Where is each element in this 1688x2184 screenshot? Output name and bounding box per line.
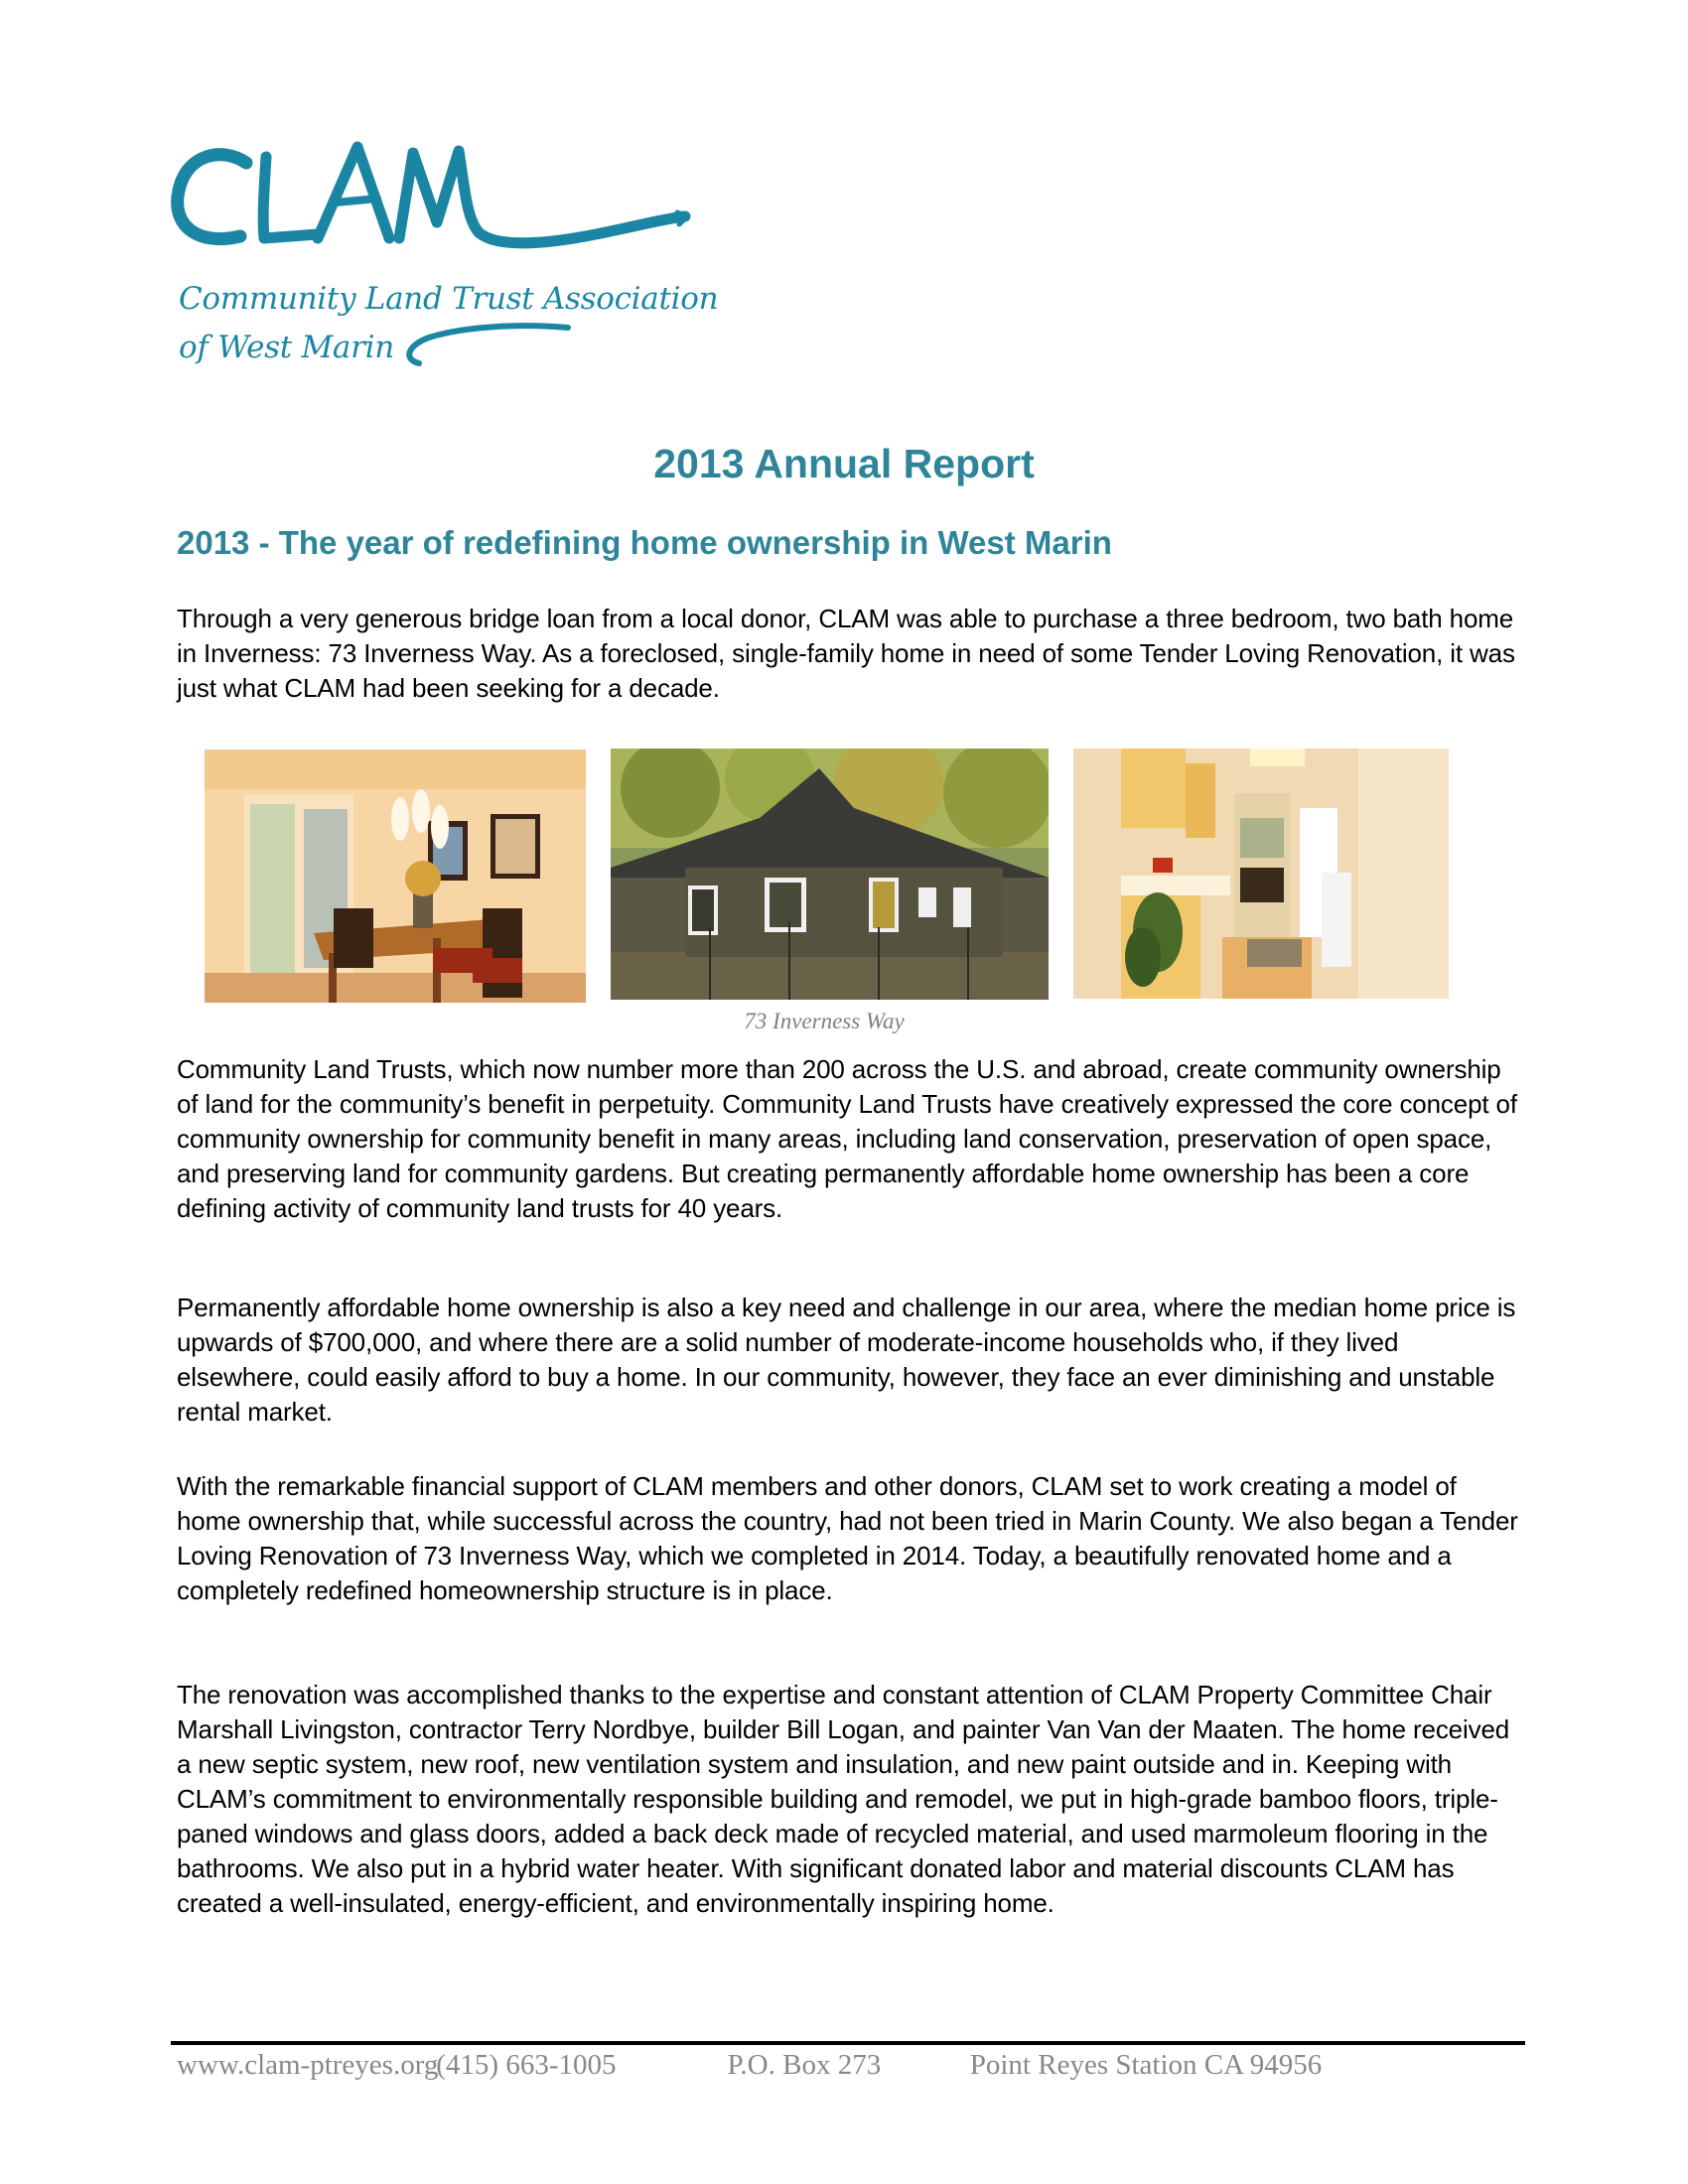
- section-heading: 2013 - The year of redefining home ownership in West Marin: [177, 524, 1112, 561]
- logo-subtitle-line1: Community Land Trust Association: [179, 281, 719, 317]
- clam-logo: [169, 139, 719, 387]
- footer-website-link[interactable]: www.clam-ptreyes.org: [177, 2049, 439, 2081]
- affordability-paragraph: Permanently affordable home ownership is also a key need and challenge in our area, where the median home price is upwards of $700,000, and where there are a solid number of moderate-income households who, if they lived elsewhere, could easily afford to buy a home. In our community, however, they face an ever diminishing and unstable rental market.: [177, 1293, 1516, 1427]
- clt-background-paragraph: Community Land Trusts, which now number more than 200 across the U.S. and abroad, create community ownership of land for the community’s benefit in perpetuity. Community Land Trusts have creatively expressed the core concept of community ownership for community benefit in many areas, including land conservation, preservation of open space, and preserving land for community gardens. But creating permanently affordable home ownership has been a core defining activity of community land trusts for 40 years.: [177, 1054, 1517, 1223]
- footer-divider: [171, 2041, 1525, 2045]
- model-paragraph: With the remarkable financial support of CLAM members and other donors, CLAM set to work creating a model of home ownership that, while successful across the country, had not been tried in Marin County. We also began a Tender Loving Renovation of 73 Inverness Way, which we completed in 2014. Today, a beautifully renovated home and a completely redefined homeownership structure is in place.: [177, 1471, 1518, 1605]
- house-exterior-image-icon: [611, 749, 1049, 1000]
- house-exterior-photo: [611, 749, 1049, 1000]
- photo-caption: 73 Inverness Way: [744, 1009, 905, 1033]
- footer-po-box: P.O. Box 273: [727, 2049, 882, 2081]
- dining-room-image-icon: [205, 750, 586, 1003]
- renovation-paragraph: The renovation was accomplished thanks to the expertise and constant attention of CLAM Property Committee Chair Marshall Livingston, contractor Terry Nordbye, builder Bill Logan, and painter Van Van der Maaten. The home received a new septic system, new roof, new ventilation system and insulation, and new paint outside and in. Keeping with CLAM’s commitment to environmentally responsible building and remodel, we put in high-grade bamboo floors, triple-paned windows and glass doors, added a back deck made of recycled material, and used marmoleum flooring in the bathrooms. We also put in a hybrid water heater. With significant donated labor and material discounts CLAM has created a well-insulated, energy-efficient, and environmentally inspiring home.: [177, 1680, 1510, 1918]
- kitchen-photo: [1073, 749, 1449, 999]
- report-title: 2013 Annual Report: [653, 441, 1035, 486]
- footer-city: Point Reyes Station CA 94956: [969, 2049, 1323, 2081]
- footer-contact: [177, 2049, 1322, 2082]
- footer-phone: (415) 663-1005: [436, 2049, 617, 2081]
- intro-paragraph: Through a very generous bridge loan from a local donor, CLAM was able to purchase a three bedroom, two bath home in Inverness: 73 Inverness Way. As a foreclosed, single-family home in need of some Tender Loving Renovation, it was just what CLAM had been seeking for a decade.: [177, 604, 1515, 703]
- kitchen-image-icon: [1073, 749, 1449, 999]
- dining-room-photo: [205, 750, 586, 1003]
- logo-subtitle-line2: of West Marin: [179, 330, 394, 365]
